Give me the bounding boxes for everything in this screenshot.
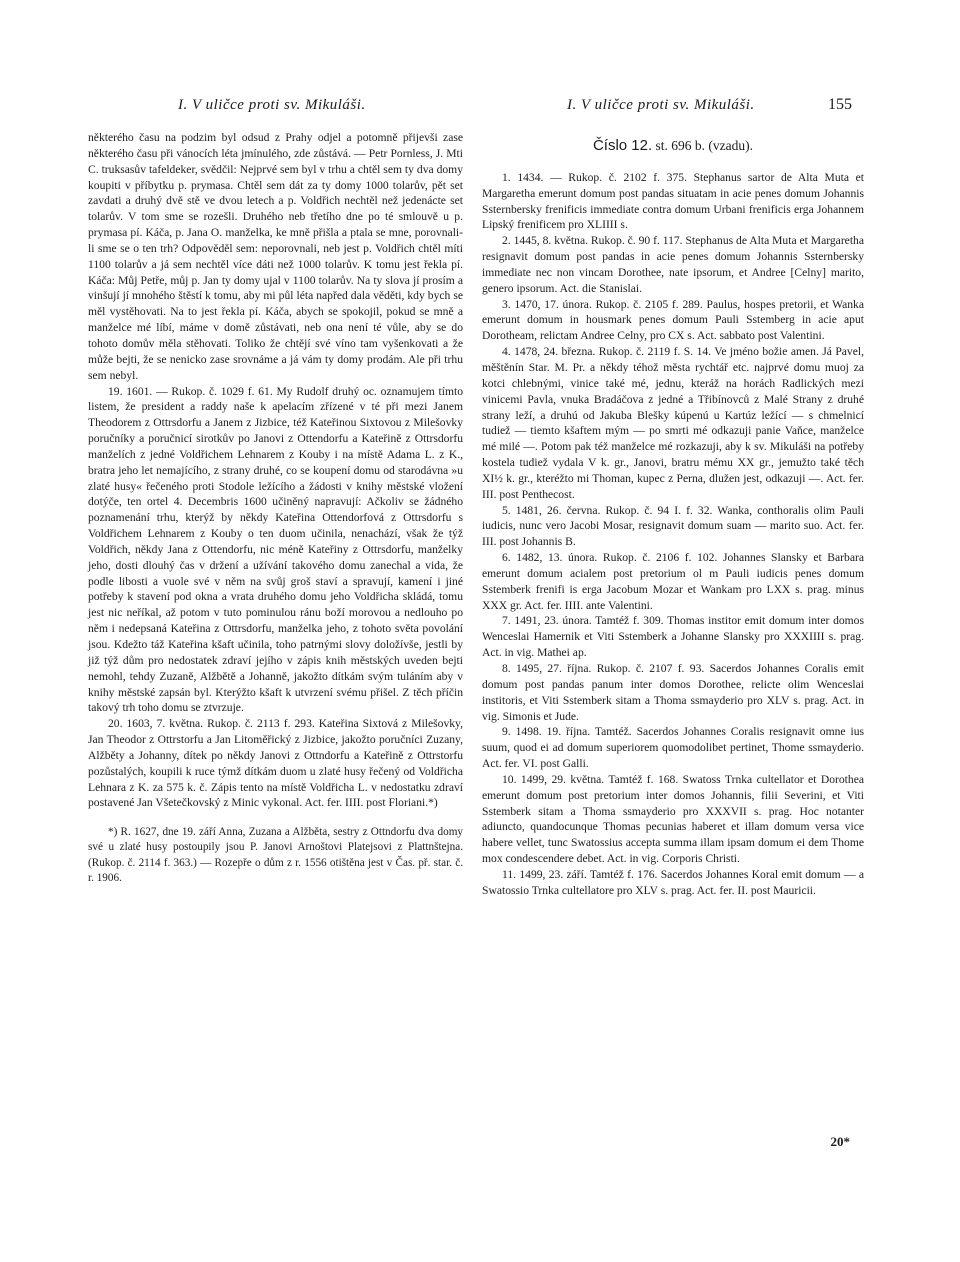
left-column [88, 130, 463, 886]
signature-mark: 20* [830, 1134, 850, 1149]
paragraph: některého času na podzim byl odsud z Prahy odjel a potomně přijevši zase některého času při vánocích léta jmínulého, zde zůstává. — Petr Pornless, J. Mti C. truksasův tafeldeker, svědčil: Nejprvé sem byl v trhu a chtěl sem ty dva domy koupiti v příbytku p. prymasa. Chtěl sem dát za ty domy 1000 tolarův, pět set zavdati a druhý dvě stě ve dvou letech a p. Voldřich nechtěl než jedenácte set tolarův. V tom sme se rozešli. Druhého neb třetího dne po té smlouvě u p. prymasa pí. Káča, p. Jana O. manželka, ke mně přišla a ptala se mne, porovnali-li sme se o ten trh? Odpověděl sem: neporovnali, neb jest p. Voldřich chtěl míti 1100 tolarův a já sem nechtěl více dáti než 1000 tolarův. K tomu jest řekla pí. Káča: Můj Petře, můj p. Jan ty domy ujal v 1100 tolarův. Na ty slova jí prosím a vinšují jí mnohého štěstí k tomu, aby mi půl léta napřed dala věděti, kdy bych se měl vystěhovati. Na to jest řekla pí. Káča, abych se spokojil, pokud se mně a manželce mé líbí, máme v domě zůstávati, neb ona není té vůle, aby se do tohoto domův měla stěhovati. Toliko že chtějí své víno tam vyšenkovati a že může bejti, že se nenicko zase srovnáme a já vám ty domy prodám. Ale při trhu sem nebyl. [88, 131, 463, 382]
entry: 10. 1499, 29. května. Tamtéž f. 168. Swatoss Trnka cultellator et Dorothea emerunt domum post pretorium inter domos Johannis, filii Severini, et Viti Sstemberk sitam a Thoma ssmayderio pro XXXVII s. prag. Hoc notanter adiuncto, quandocunque Thomas pecunias haberet et illam domum versa vice habere vellet, tunc Swatossius accepta summa illam ipsam domum ei dem Thome mox condescendere debet. Act. in vig. Corporis Christi. [482, 772, 864, 866]
footnote [88, 825, 463, 886]
entry: 4. 1478, 24. března. Rukop. č. 2119 f. S. 14. Ve jméno božie amen. Já Pavel, měštěnín Star. M. Pr. a někdy téhož města rychtář etc. najprvé domu muoj za kotci chlebnými, vinice také mé, jednu, kteráž na horách Radlických mezi vinicemi Pavla, vnuka Bradáčova z jedné a Třibínovců z Malé Strany z druhé strany leží, a druhú od Jakuba Blešky kúpenú u Kartúz ležící — s chmelnicí tudiež — tiemto kšaftem mým — po smrti mé odkazuji panie Vaňce, manželce mé milé —. Potom pak též manželce mé rozkazuji, aby k sv. Mikuláši na potřeby kostela tudiež vydala V k. gr., Janovi, bratru mému XX gr., jemužto také těch XI½ k. gr., kteréžto mi Thoman, kupec z Perna, dlužen jest, odkazuji —. Act. fer. III. post Penthecost. [482, 345, 864, 501]
entry: 11. 1499, 23. září. Tamtéž f. 176. Sacerdos Johannes Koral emit domum — a Swatossio Trnka cultellatore pro XLV s. prag. Act. fer. II. post Mauricii. [482, 867, 864, 897]
entry: 7. 1491, 23. února. Tamtéž f. 309. Thomas institor emit domum inter domos Wenceslai Hamernik et Viti Sstemberk a Johanne Slansky pro XXXIIII s. prag. Act. in vig. Mathei ap. [482, 614, 864, 660]
document-heading [482, 138, 864, 154]
paragraph: 19. 1601. — Rukop. č. 1029 f. 61. My Rudolf druhý oc. oznamujem tímto listem, že president a raddy naše k apelacím zřízené v té při mezi Janem Theodorem z Ottrsdorfu a Janem z Jizbice, též Kateřinou Sixtovou z Milešovky poručníky a poručnicí sirotkův po Janovi z Ottendorfu a Kateřině z Ottrsdorfu manželích z jedné Voldřichem Lehnarem z Kouby i na místě Adama L. z K., bratra jeho let nemajícího, z strany druhé, co se koupení domu od starodávna »u zlaté husy« řečeného proti Stodole ležícího a žádosti v knihy městské vložení dotýče, ten ortel 4. Decembris 1600 učiněný napravují: Ačkoliv se žádného poznamenání trhu, kterýž by někdy Kateřina Ottendorfová z Ottrsdorfu s Voldřichem Lehnarem z Kouby o ten duom učinila, nenachází, však že týž Voldřich, někdy Jana z Ottendorfu, nic méně Kateřiny z Ottrsdorfu, manželky jeho, dosti dlouhý čas v držení a užívání takového domu zanechal a vida, že podle libosti a vuole své v něm na svůj groš staví a spravují, kamení i jiné potřeby k stavení pod okna a vrata druhého domu jeho Voldřicha skládá, tomu jest nic neříkal, až potom v tuto pominulou ránu boží morovou a nedlouho po něm i nedepsaná Kateřina z Ottrsdorfu, manželka jeho, z tohoto světa povolání jsou. Kdežto táž Kateřina kšaft učinila, toho patrnými slovy doložívše, jestli by již týž dům pro nedostatek zdraví jejího v zápis knih městských uveden bejti nemohl, tehdy Zuzaně, Alžbětě a Johanně, jakožto dítkám svým tuláním aby v knihy městské zapsán byl. Kterýžto kšaft k utvrzení svému přišel. Z těch příčin takový trh toho domu se ztvrzuje. [88, 384, 463, 715]
entry: 2. 1445, 8. května. Rukop. č. 90 f. 117. Stephanus de Alta Muta et Margaretha resignavit domum post pandas in acie penes domum Johannis Ssternbersky immediate nec non vincam Dorothee, nate ipsorum, et Andree [Celny] marito, genero ipsorum. Act. die Stanislai. [482, 234, 864, 295]
entry: 8. 1495, 27. října. Rukop. č. 2107 f. 93. Sacerdos Johannes Coralis emit domum post pandas panum inter domos Dorothee, relicte olim Wenceslai institoris, et Viti Sstemberk sitam a Thoma ssmayderio pro XLV s. prag. Act. in vig. Simonis et Jude. [482, 662, 864, 723]
entry: 9. 1498. 19. října. Tamtéž. Sacerdos Johannes Coralis resignavit omne ius suum, quod ei ad domum superiorem quomodolibet pertinet, Thome ssmayderio. Act. fer. VI. post Galli. [482, 725, 864, 771]
running-header-right: I. V uličce proti sv. Mikuláši. [567, 97, 755, 113]
entry: 3. 1470, 17. února. Rukop. č. 2105 f. 289. Paulus, hospes pretorii, et Wanka emerunt domum in housmark penes domum Pauli Sstemberg in acie aput Dorotheam, relictam Andree Celny, pro CX s. Act. sabbato post Valentini. [482, 297, 864, 343]
entry: 1. 1434. — Rukop. č. 2102 f. 375. Stephanus sartor de Alta Muta et Margaretha emerunt domum post pandas situatam in acie penes domum Johannis Ssternbersky frenificis immediate contra domum Urbani frenificis erga Johannem Lipský frenificem pro XLIIII s. [482, 170, 864, 232]
page-number: 155 [828, 96, 852, 113]
heading-number: Číslo 12. [592, 137, 653, 154]
right-column [482, 130, 864, 899]
entry: 6. 1482, 13. února. Rukop. č. 2106 f. 102. Johannes Slansky et Barbara emerunt domum acialem post pretorium ol m Pauli iudicis penes domum Sstemberk frenifi is erga Jacobum Mozar et Wankam pro LXX s. prag. minus XXX gr. Act. fer. IIII. ante Valentini. [482, 551, 864, 612]
running-header-left: I. V uličce proti sv. Mikuláši. [178, 97, 366, 113]
entry: 5. 1481, 26. června. Rukop. č. 94 I. f. 32. Wanka, conthoralis olim Pauli iudicis, nunc vero Jacobi Mosar, resignavit domum suam — marito suo. Act. fer. III. post Johannis B. [482, 503, 864, 549]
heading-detail: st. 696 b. (vzadu). [655, 138, 754, 153]
paragraph: 20. 1603, 7. května. Rukop. č. 2113 f. 293. Kateřina Sixtová z Milešovky, Jan Theodor z Ottrstorfu a Jan Litoměřický z Jizbice, jakožto poručníci Zuzany, Alžběty a Johanny, dítek po někdy Janovi z Ottndorfu a Kateřině z Ottrstorfu pozůstalých, koupili k ruce týmž dítkám duom u zlaté husy řečený od Voldřicha Lehnara z K. za 575 k. č. Zápis tento na místě Voldřicha L. v nedostatku zdraví postavené Jan Všetečkovský z Minic vykonal. Act. fer. IIII. post Floriani.*) [88, 717, 463, 810]
footnote-text: *) R. 1627, dne 19. září Anna, Zuzana a Alžběta, sestry z Ottndorfu dva domy své u zlaté husy postoupily jsou P. Janovi Arnoštovi Platejsovi z Plattnštejna. (Rukop. č. 2114 f. 363.) — Rozepře o dům z r. 1556 otištěna jest v Čas. př. star. č. r. 1906. [88, 826, 463, 884]
